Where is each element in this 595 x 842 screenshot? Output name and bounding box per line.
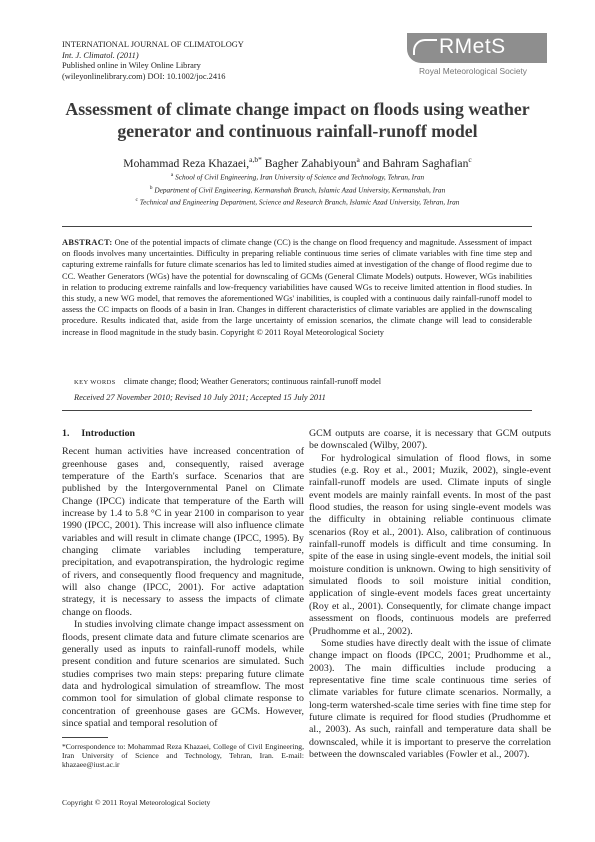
abstract-label: ABSTRACT: <box>62 238 113 247</box>
footnote-rule <box>62 737 108 738</box>
correspondence-footnote: *Correspondence to: Mohammad Reza Khazaei, College of Civil Engineering, Iran University of Science and Technology, Tehran, Iran. E-mail: khazaee@iust.ac.ir <box>62 742 304 770</box>
paragraph: Recent human activities have increased concentration of greenhouse gases and, consequently, raised average temperature of the Earth's surface. Scenarios that are published by the Intergovernmental Panel on Climate Change (IPCC) indicate that temperature of the Earth will increase by 1.4 to 5.8 °C in year 2100 in comparison to year 1990 (IPCC, 2001). This increase will also influence climate variables and will result in climate change (IPCC, 1995). By changing climate variables including temperature, precipitation, and evapotranspiration, the hydrologic regime of rivers, and consequently flood frequency and magnitude, will also change (IPCC, 2001). For active adaptation strategy, it is necessary to assess the impacts of climate change on floods. <box>62 446 304 618</box>
paper-title <box>40 98 555 142</box>
rmets-logo <box>407 33 547 77</box>
logo-text: RMetS <box>439 35 506 58</box>
affiliation: $^c$ Technical and Engineering Department, Science and Research Branch, Islamic Azad University, Tehran, Iran <box>135 197 460 207</box>
section-number: 1. <box>62 428 70 439</box>
logo-subtitle: Royal Meteorological Society <box>419 66 527 76</box>
affiliations <box>40 170 555 208</box>
affiliation: $^b$ Department of Civil Engineering, Kermanshah Branch, Islamic Azad University, Kermanshah, Iran <box>149 184 446 195</box>
received-dates: Received 27 November 2010; Revised 10 July 2011; Accepted 15 July 2011 <box>74 393 326 402</box>
right-column <box>309 428 551 761</box>
journal-header <box>62 40 352 82</box>
author-name: Bagher Zahabiyoun <box>264 156 357 170</box>
section-heading <box>62 428 304 440</box>
journal-citation: Int. J. Climatol. (2011) <box>62 50 139 60</box>
paragraph: Some studies have directly dealt with the issue of climate change impact on floods (IPCC, 2001; Prudhomme et al., 2003). The main difficulties include producing a representative fine time scale continuous time series of climate variables for future climate scenarios. Normally, a long-term watershed-scale time series with fine time step for future climate is required for flood studies (Prudhomme et al., 2003). As such, rainfall and temperature data shall be downscaled, while it is important to preserve the correlation between the downscaled variables (Fowler et al., 2007). <box>309 637 551 760</box>
title-line: generator and continuous rainfall-runoff model <box>117 121 478 141</box>
doi-line: (wileyonlinelibrary.com) DOI: 10.1002/joc.2416 <box>62 71 226 81</box>
page-copyright: Copyright © 2011 Royal Meteorological Society <box>62 798 211 807</box>
paragraph: For hydrological simulation of flood flows, in some studies (e.g. Roy et al., 2001; Muzik, 2002), single-event rainfall-runoff models are used. Climate inputs of single event models are mainly rainfall events. In most of the past flood studies, the reason for using single-event models was the difficulty in obtaining reliable continuous climate scenarios (Roy et al., 2001). Also, calibration of continuous rainfall-runoff models is difficult and time consuming. In spite of the ease in using single-event models, the initial soil moisture condition is unknown. Owing to high sensitivity of simulated floods to soil moisture initial condition, application of single-event models faces great uncertainty (Roy et al., 2001). Consequently, for climate change impact assessment on floods, continuous models are preferred (Prudhomme et al., 2002). <box>309 452 551 637</box>
keywords <box>74 377 534 386</box>
author-name: Mohammad Reza Khazaei, <box>123 156 250 170</box>
section-title: Introduction <box>81 428 136 439</box>
author-sup: a <box>356 155 360 164</box>
logo-box <box>407 33 547 63</box>
published-online: Published online in Wiley Online Library <box>62 61 201 70</box>
logo-swoosh-icon <box>413 39 437 55</box>
paragraph: In studies involving climate change impact assessment on floods, present climate data and future climate scenarios are generally used as inputs to rainfall-runoff models, while present condition and future scenarios are simulated. Such studies comprises two main steps: preparing future climate data and hydrological simulation of streamflow. The most common tool for simulation of global climate response to concentration of greenhouse gases are GCMs. However, since spatial and temporal resolution of <box>62 619 304 729</box>
author-sup: c <box>468 155 472 164</box>
paragraph: GCM outputs are coarse, it is necessary that GCM outputs be downscaled (Wilby, 2007). <box>309 428 551 452</box>
author-name: and Bahram Saghafian <box>362 156 469 170</box>
keywords-label: KEY WORDS <box>74 379 116 386</box>
author-sup: a,b* <box>249 155 262 164</box>
abstract-text: One of the potential impacts of climate change (CC) is the change on flood frequency and magnitude. Assessment of impact on floods involves many uncertainties. Difficulty in preparing reliable continuous time series of climate variables with fine time step and capturing extreme rainfalls for future climate scenarios has led to limited studies aimed at investigation of the change of flood regime due to CC. Weather Generators (WGs) have the potential for downscaling of GCMs (General Climate Models) outputs. However, WGs inabilities in relation to producing extreme rainfalls and low-frequency variabilities have caused WGs to receive limited attention in flood studies. In this study, a new WG model, that removes the aforementioned WGs' inabilities, is coupled with a continuous daily rainfall-runoff model to assess the CC impacts on floods of a basin in Iran. Changes in different characteristics of climate variables are applied in the downscaling procedure. Results indicated that, aside from the large uncertainty of emission scenarios, the climate change will lead to considerable increase in flood magnitude in the study basin. Copyright © 2011 Royal Meteorological Society <box>62 238 533 337</box>
abstract-top-rule <box>62 226 532 227</box>
affiliation: $^a$ School of Civil Engineering, Iran University of Science and Technology, Tehran, Iran <box>170 172 425 182</box>
abstract-bottom-rule <box>62 410 532 411</box>
abstract <box>62 237 532 338</box>
left-column <box>62 428 304 730</box>
authors <box>40 155 555 170</box>
keywords-text: climate change; flood; Weather Generators; continuous rainfall-runoff model <box>123 377 382 386</box>
title-line: Assessment of climate change impact on floods using weather <box>65 99 530 119</box>
journal-name: INTERNATIONAL JOURNAL OF CLIMATOLOGY <box>62 40 244 49</box>
